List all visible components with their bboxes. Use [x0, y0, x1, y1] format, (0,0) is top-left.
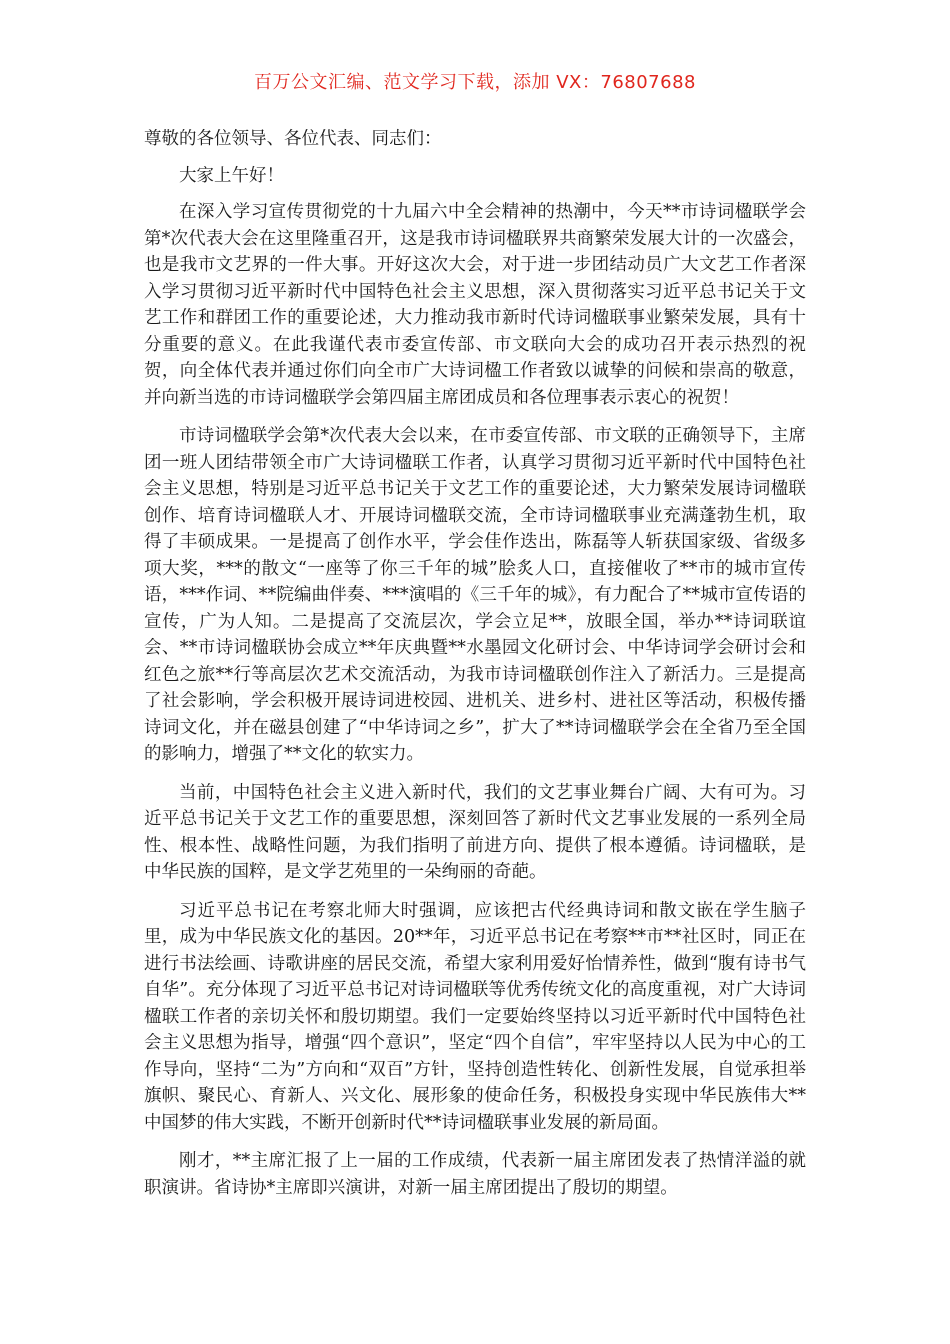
paragraph: 市诗词楹联学会第*次代表大会以来，在市委宣传部、市文联的正确领导下，主席团一班人团结带领全市广大诗词楹联工作者，认真学习贯彻习近平新时代中国特色社会主义思想，特别是习近平总书记关于文艺工作的重要论述，大力繁荣发展诗词楹联创作、培育诗词楹联人才、开展诗词楹联交流，全市诗词楹联事业充满蓬勃生机，取得了丰硕成果。一是提高了创作水平，学会佳作迭出，陈磊等人斩获国家级、省级多项大奖，***的散文“一座等了你三千年的城”脍炙人口，直接催收了**市的城市宣传语，***作词、**院编曲伴奏、***演唱的《三千年的城》，有力配合了**城市宣传语的宣传，广为人知。二是提高了交流层次，学会立足**，放眼全国，举办**诗词联谊会、**市诗词楹联协会成立**年庆典暨**水墨园文化研讨会、中华诗词学会研讨会和红色之旅**行等高层次艺术交流活动，为我市诗词楹联创作注入了新活力。三是提高了社会影响，学会积极开展诗词进校园、进机关、进乡村、进社区等活动，积极传播诗词文化，并在磁县创建了“中华诗词之乡”，扩大了**诗词楹联学会在全省乃至全国的影响力，增强了**文化的软实力。 [144, 426, 806, 764]
paragraph: 刚才，**主席汇报了上一届的工作成绩，代表新一届主席团发表了热情洋溢的就职演讲。省诗协*主席即兴演讲，对新一届主席团提出了殷切的期望。 [144, 1151, 806, 1198]
paragraph: 在深入学习宣传贯彻党的十九届六中全会精神的热潮中，今天**市诗词楹联学会第*次代表大会在这里隆重召开，这是我市诗词楹联界共商繁荣发展大计的一次盛会，也是我市文艺界的一件大事。开好这次大会，对于进一步团结动员广大文艺工作者深入学习贯彻习近平新时代中国特色社会主义思想，深入贯彻落实习近平总书记关于文艺工作和群团工作的重要论述，大力推动我市新时代诗词楹联事业繁荣发展，具有十分重要的意义。在此我谨代表市委宣传部、市文联向大会的成功召开表示热烈的祝贺，向全体代表并通过你们向全市广大诗词楹工作者致以诚挚的问候和崇高的敬意，并向新当选的市诗词楹联学会第四届主席团成员和各位理事表示衷心的祝贺！ [144, 202, 806, 408]
paragraph: 习近平总书记在考察北师大时强调，应该把古代经典诗词和散文嵌在学生脑子里，成为中华民族文化的基因。20**年，习近平总书记在考察**市**社区时，同正在进行书法绘画、诗歌讲座的居民交流，希望大家利用爱好怡情养性，做到“腹有诗书气自华”。充分体现了习近平总书记对诗词楹联等优秀传统文化的高度重视，对广大诗词楹联工作者的亲切关怀和殷切期望。我们一定要始终坚持以习近平新时代中国特色社会主义思想为指导，增强“四个意识”，坚定“四个自信”，牢牢坚持以人民为中心的工作导向，坚持“二为”方向和“双百”方针，坚持创造性转化、创新性发展，自觉承担举旗帜、聚民心、育新人、兴文化、展形象的使命任务，积极投身实现中华民族伟大**中国梦的伟大实践，不断开创新时代**诗词楹联事业发展的新局面。 [144, 900, 806, 1133]
document-body [144, 126, 806, 1213]
greeting: 大家上午好！ [179, 165, 284, 186]
salutation: 尊敬的各位领导、各位代表、同志们： [144, 129, 442, 149]
paragraph: 当前，中国特色社会主义进入新时代，我们的文艺事业舞台广阔、大有可为。习近平总书记关于文艺工作的重要思想，深刻回答了新时代文艺事业发展的一系列全局性、根本性、战略性问题，为我们指明了前进方向、提供了根本遵循。诗词楹联，是中华民族的国粹，是文学艺苑里的一朵绚丽的奇葩。 [144, 782, 806, 882]
header-banner: 百万公文汇编、范文学习下载，添加 VX：76807688 [254, 72, 696, 93]
